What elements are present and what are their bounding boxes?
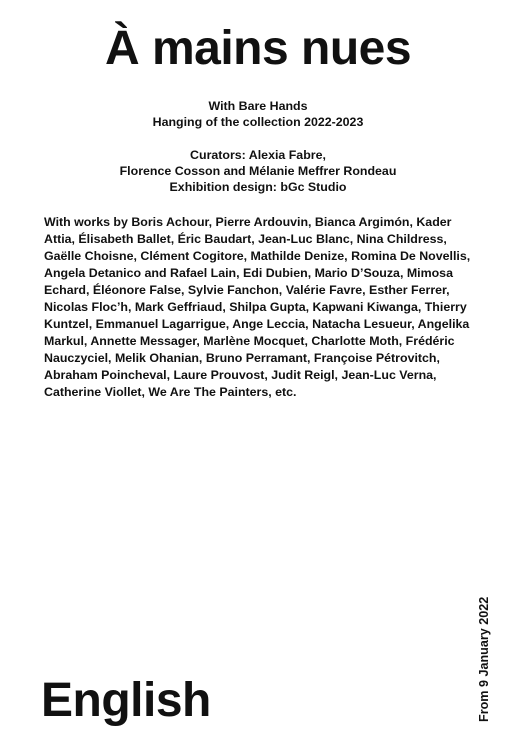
subtitle-english: With Bare Hands (208, 99, 308, 113)
subtitle-collection: Hanging of the collection 2022-2023 (152, 115, 364, 129)
page-title: À mains nues (104, 22, 412, 75)
language-label: English (41, 674, 211, 727)
subtitle-block (0, 98, 516, 130)
credits-curators: Curators: Alexia Fabre, (190, 148, 326, 162)
credits-exhibition-design: Exhibition design: bGc Studio (169, 180, 347, 194)
artists-list: With works by Boris Achour, Pierre Ardouvin, Bianca Argimón, Kader Attia, Élisabeth Ballet, Éric Baudart, Jean-Luc Blanc, Nina Childress, Gaëlle Choisne, Clément Cogitore, Mathilde Denize, Romina De Novellis, Angela Detanico and Rafael Lain, Edi Dubien, Mario D’Souza, Mimosa Echard, Éléonore False, Sylvie Fanchon, Valérie Favre, Esther Ferrer, Nicolas Floc’h, Mark Geffriaud, Shilpa Gupta, Kapwani Kiwanga, Thierry Kuntzel, Emmanuel Lagarrigue, Ange Leccia, Natacha Lesueur, Angelika Markul, Annette Messager, Marlène Mocquet, Charlotte Moth, Frédéric Nauczyciel, Melik Ohanian, Bruno Perramant, Françoise Pétrovitch, Abraham Poincheval, Laure Prouvost, Judit Reigl, Jean-Luc Verna, Catherine Viollet, We Are The Painters, etc. (44, 215, 471, 399)
exhibition-date: From 9 January 2022 (477, 596, 491, 722)
credits-curators-names: Florence Cosson and Mélanie Meffrer Rondeau (119, 164, 397, 178)
credits-block (0, 147, 516, 195)
